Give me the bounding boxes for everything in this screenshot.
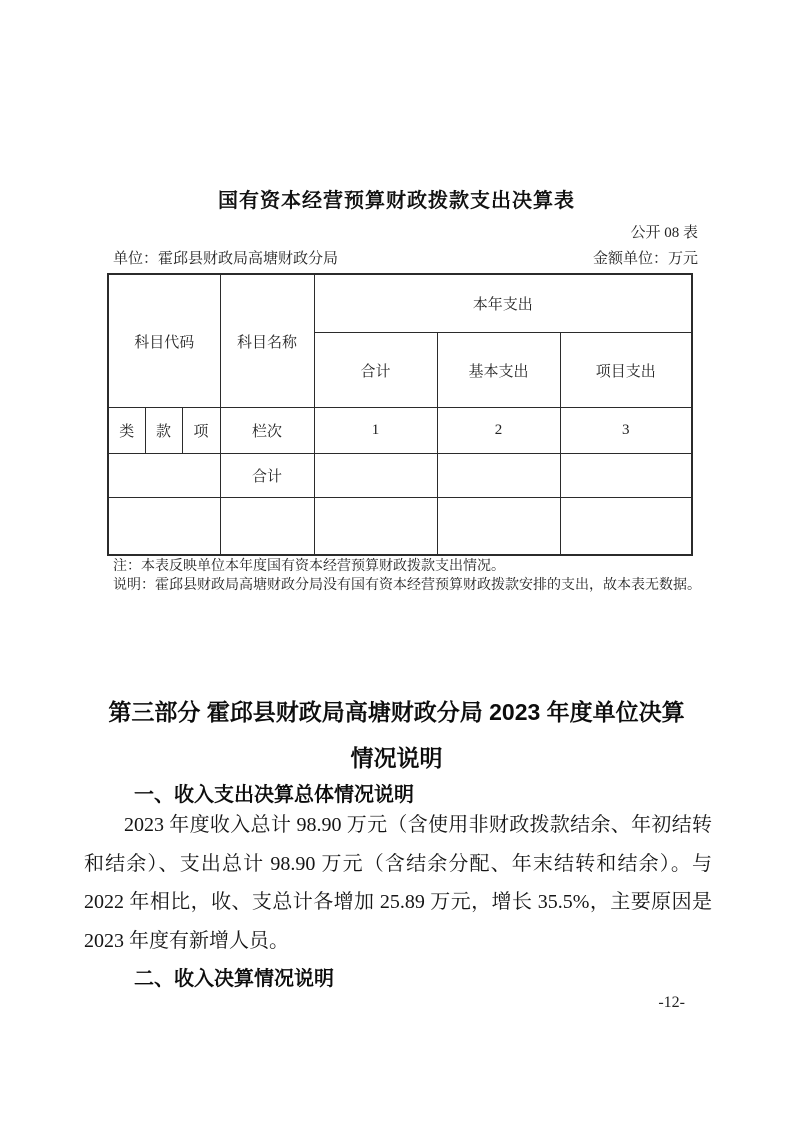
expenditure-table (107, 273, 693, 556)
basic-value-cell (437, 454, 560, 498)
section-title (0, 689, 793, 781)
overview-heading: 一、收入支出决算总体情况说明 (134, 784, 414, 806)
subject-code-header: 科目代码 (108, 274, 220, 408)
section-title-line-2: 情况说明 (350, 745, 443, 771)
code-cell (108, 498, 220, 556)
org-unit-label: 单位：霍邱县财政局高塘财政分局 (113, 251, 339, 267)
table-header-row-1 (108, 274, 692, 333)
overview-paragraph: 2023 年度收入总计 98.90 万元（含使用非财政拨款结余、年初结转和结余）、支出总计 98.90 万元（含结余分配、年末结转和结余）。与 2022 年相比，收、支总计各增加 25.89 万元，增长 35.5%，主要原因是 2023 年度有新增人员。 (84, 814, 712, 952)
unit-info-row (113, 247, 698, 268)
project-value-cell (560, 454, 692, 498)
clause-cell: 款 (145, 408, 182, 454)
table-row-total (108, 454, 692, 498)
current-year-expenditure-header: 本年支出 (314, 274, 692, 333)
project-value-cell (560, 498, 692, 556)
basic-expenditure-header: 基本支出 (437, 333, 560, 408)
class-cell: 类 (108, 408, 145, 454)
income-heading: 二、收入决算情况说明 (134, 968, 334, 990)
page-title: 国有资本经营预算财政拨款支出决算表 (218, 190, 575, 212)
item-cell: 项 (182, 408, 220, 454)
total-header: 合计 (314, 333, 437, 408)
amount-unit-label: 金额单位：万元 (592, 251, 698, 267)
column-index-label: 栏次 (220, 408, 314, 454)
subject-name-header: 科目名称 (220, 274, 314, 408)
column-1-label: 1 (314, 408, 437, 454)
name-cell (220, 498, 314, 556)
section-title-line-1: 第三部分 霍邱县财政局高塘财政分局 2023 年度单位决算 (108, 699, 685, 725)
project-expenditure-header: 项目支出 (560, 333, 692, 408)
total-value-cell (314, 454, 437, 498)
total-value-cell (314, 498, 437, 556)
column-index-row (108, 408, 692, 454)
table-row-empty (108, 498, 692, 556)
page-number: -12- (658, 994, 685, 1011)
table-number-label: 公开 08 表 (630, 225, 698, 241)
name-cell: 合计 (220, 454, 314, 498)
table-explanation: 说明：霍邱县财政局高塘财政分局没有国有资本经营预算财政拨款安排的支出，故本表无数据。 (113, 577, 701, 593)
code-cell (108, 454, 220, 498)
column-2-label: 2 (437, 408, 560, 454)
table-notes (113, 558, 707, 595)
column-3-label: 3 (560, 408, 692, 454)
basic-value-cell (437, 498, 560, 556)
table-note: 注：本表反映单位本年度国有资本经营预算财政拨款支出情况。 (113, 559, 505, 574)
